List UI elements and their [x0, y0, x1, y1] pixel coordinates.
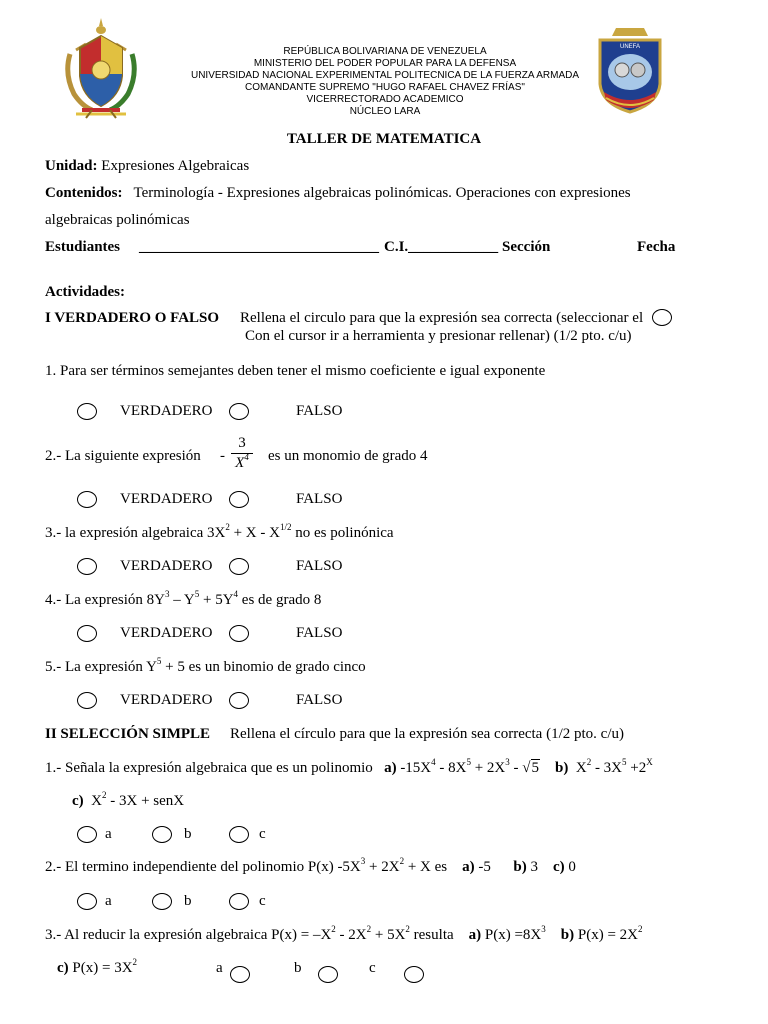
contenidos-line2: algebraicas polinómicas: [45, 212, 190, 228]
contenidos-label: Contenidos:: [45, 185, 123, 201]
section2-instruction: Rellena el círculo para que la expresión sea correcta (1/2 pto. c/u): [230, 726, 624, 742]
ci-field[interactable]: C.I.____________: [384, 239, 499, 255]
q1-false-label: FALSO: [296, 403, 343, 419]
q2-fraction: [231, 435, 253, 472]
estudiantes-label: Estudiantes: [45, 239, 121, 255]
s2-q1-option-a-label: a: [105, 826, 112, 842]
unidad-value: Expresiones Algebraicas: [101, 158, 250, 174]
s2-question-1-text: 1.- Señala la expresión algebraica que es un polinomio a) $-15X^4 - 8X^5 + 2X^3 - √5$ b) $X^2 - 3X^5 +2^X$: [45, 757, 653, 776]
s2-q2-option-a-radio[interactable]: [77, 893, 97, 910]
header-line: UNIVERSIDAD NACIONAL EXPERIMENTAL POLITECNICA DE LA FUERZA ARMADA: [190, 70, 580, 81]
contenidos-value: Terminología - Expresiones algebraicas polinómicas. Operaciones con expresiones: [133, 185, 631, 201]
s2-q2-option-b-label: b: [184, 893, 192, 909]
q4-true-label: VERDADERO: [120, 625, 213, 641]
s2-q2-option-a-label: a: [105, 893, 112, 909]
actividades-heading: Actividades:: [45, 284, 125, 300]
q1-false-radio[interactable]: [229, 403, 249, 420]
question-1-text: 1. Para ser términos semejantes deben tener el mismo coeficiente e igual exponente: [45, 363, 546, 379]
q2-numerator: 3: [231, 435, 253, 454]
q5-true-label: VERDADERO: [120, 692, 213, 708]
q5-false-radio[interactable]: [229, 692, 249, 709]
q3-true-label: VERDADERO: [120, 558, 213, 574]
q4-false-radio[interactable]: [229, 625, 249, 642]
s2-q1-option-b-label: b: [184, 826, 192, 842]
sqrt-symbol: √: [522, 760, 531, 776]
unidad-label: Unidad:: [45, 158, 98, 174]
institution-header: [180, 46, 590, 118]
s2-q3-option-b-label: b: [294, 960, 302, 976]
section2-heading: II SELECCIÓN SIMPLE: [45, 726, 211, 742]
q2-false-label: FALSO: [296, 491, 343, 507]
q2-false-radio[interactable]: [229, 491, 249, 508]
q4-false-label: FALSO: [296, 625, 343, 641]
s2-q3-option-c-label: c: [369, 960, 376, 976]
header-line: MINISTERIO DEL PODER POPULAR PARA LA DEFENSA: [253, 58, 517, 69]
page-title: TALLER DE MATEMATICA: [286, 131, 482, 147]
s2-q2-option-c-label: c: [259, 893, 266, 909]
question-3-text: 3.- la expresión algebraica $3X^2 + X - X^{1/2}$ no es polinónica: [45, 522, 394, 541]
venezuela-coat-of-arms-logo: [62, 14, 140, 122]
s2-q2-option-b-radio[interactable]: [152, 893, 172, 910]
s2-q2-option-c-radio[interactable]: [229, 893, 249, 910]
estudiantes-blank[interactable]: ________________________________: [139, 239, 379, 255]
q1-true-label: VERDADERO: [120, 403, 213, 419]
s2-q3-option-b-radio[interactable]: [318, 966, 338, 983]
contenidos-line: [45, 184, 631, 202]
header-line: NÚCLEO LARA: [349, 106, 421, 117]
s2-question-3-option-c: c) $P(x) = 3X^2$: [57, 957, 138, 976]
q1-true-radio[interactable]: [77, 403, 97, 420]
q2-minus-sign: -: [220, 448, 225, 464]
s2-q3-option-c-radio[interactable]: [404, 966, 424, 983]
question-2-text-end: es un monomio de grado 4: [268, 448, 428, 464]
section1-instruction: Rellena el circulo para que la expresión sea correcta (seleccionar el: [240, 310, 644, 326]
s2-q3-option-a-label: a: [216, 960, 223, 976]
header-line: COMANDANTE SUPREMO "HUGO RAFAEL CHAVEZ FRÍAS": [245, 82, 525, 93]
section1-heading: I VERDADERO O FALSO: [45, 310, 220, 326]
question-4-text: 4.- La expresión $8Y^3 - Y^5 + 5Y^4$ es de grado 8: [45, 589, 322, 608]
s2-question-1-option-c: c) $X^2 - 3X$ + senX: [72, 790, 185, 809]
header-line: REPÚBLICA BOLIVARIANA DE VENEZUELA: [283, 46, 487, 57]
q5-true-radio[interactable]: [77, 692, 97, 709]
q5-false-label: FALSO: [296, 692, 343, 708]
header-line: VICERRECTORADO ACADEMICO: [306, 94, 464, 105]
s2-q1-option-c-label: c: [259, 826, 266, 842]
example-circle: [652, 309, 672, 326]
s2-q1-option-a-radio[interactable]: [77, 826, 97, 843]
s2-q1-option-b-radio[interactable]: [152, 826, 172, 843]
question-2-text: 2.- La siguiente expresión: [45, 448, 201, 464]
q4-true-radio[interactable]: [77, 625, 97, 642]
unefa-shield-logo: [594, 26, 666, 116]
s2-question-2-text: 2.- El termino independiente del polinomio P(x) $-5X^3 + 2X^2 + X$ es a) -5 b) 3 c) 0: [45, 856, 576, 875]
q3-true-radio[interactable]: [77, 558, 97, 575]
section1-instruction-2: Con el cursor ir a herramienta y presionar rellenar) (1/2 pto. c/u): [245, 328, 632, 344]
q2-den-exponent: 4: [244, 452, 249, 462]
fecha-label: Fecha: [637, 239, 676, 255]
q3-false-label: FALSO: [296, 558, 343, 574]
s2-q1-option-c-radio[interactable]: [229, 826, 249, 843]
s2-question-3-text: 3.- Al reducir la expresión algebraica $P(x) = -X^2 - 2X^2 + 5X^2$ resulta a) $P(x) =8X^3$ b) $P(x) = 2X^2$: [45, 924, 643, 943]
q2-true-label: VERDADERO: [120, 491, 213, 507]
q3-false-radio[interactable]: [229, 558, 249, 575]
seccion-label: Sección: [502, 239, 551, 255]
unefa-logo-text: UNEFA: [619, 44, 641, 50]
q2-den-base: X: [235, 455, 245, 471]
s2-q3-option-a-radio[interactable]: [230, 966, 250, 983]
q2-denominator: [231, 454, 253, 472]
question-5-text: 5.- La expresión $Y^5 + 5$ es un binomio de grado cinco: [45, 656, 366, 675]
unidad-line: [45, 157, 249, 175]
q2-true-radio[interactable]: [77, 491, 97, 508]
